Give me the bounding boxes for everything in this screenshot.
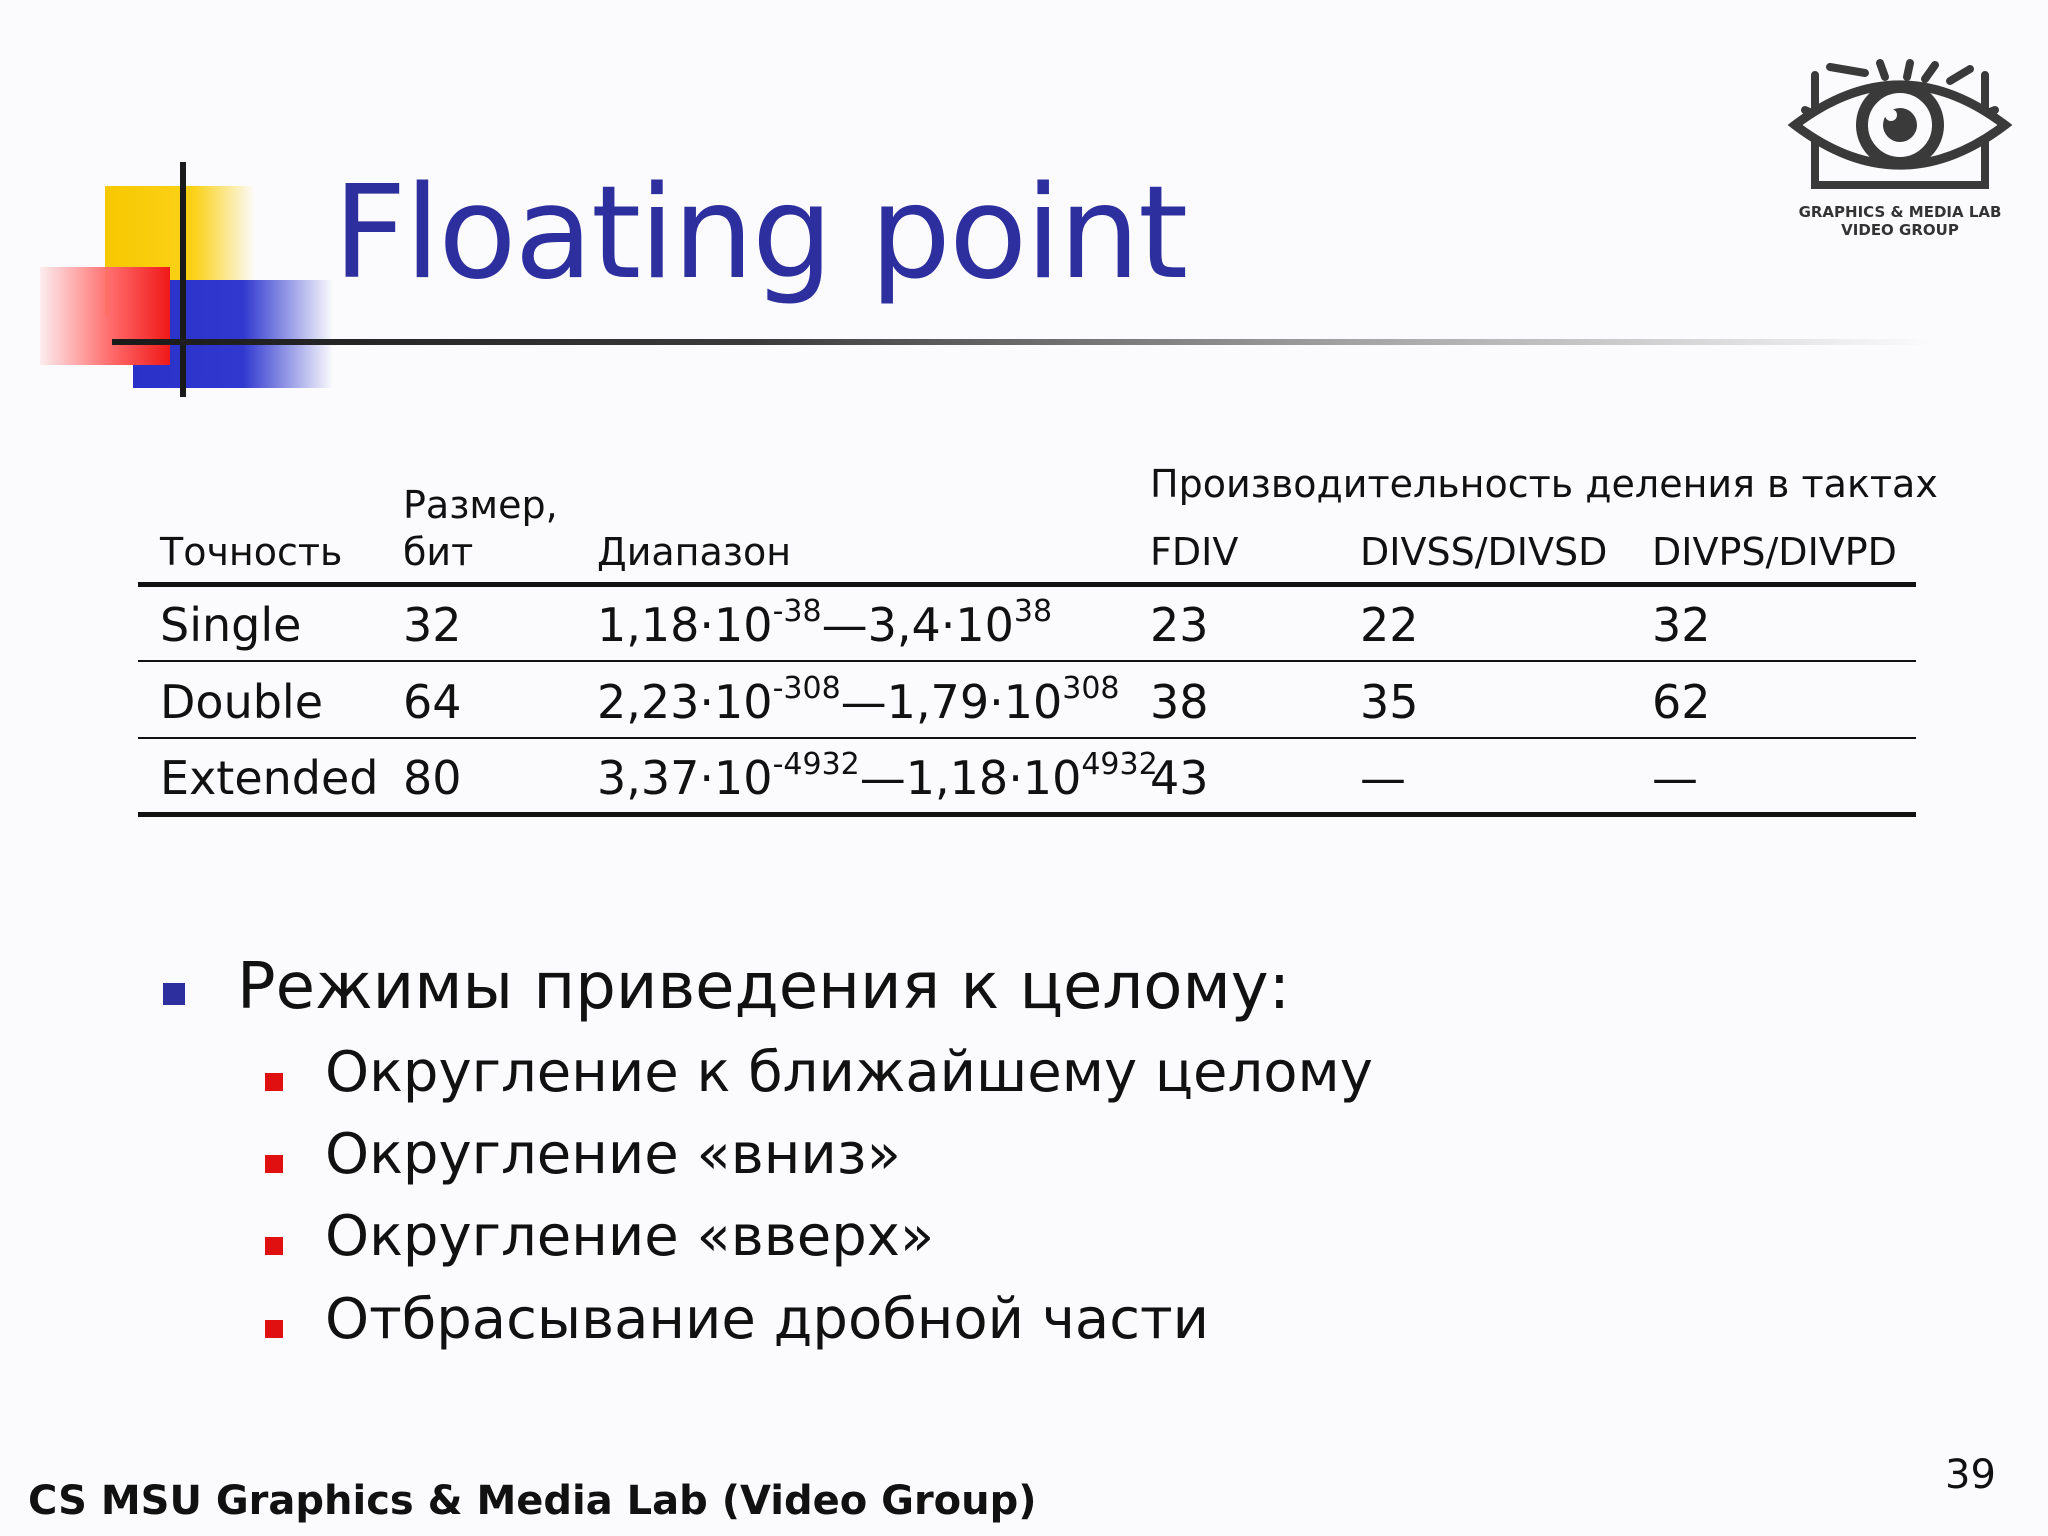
precision-header: Точность <box>160 530 343 574</box>
decorative-squares <box>30 150 330 410</box>
table-bottom-rule <box>138 812 1916 817</box>
vertical-rule <box>180 162 186 397</box>
range-lo-exponent: -308 <box>772 671 841 706</box>
bullet-square-red <box>265 1155 283 1173</box>
range-lo-mantissa: 2,23·10 <box>597 675 773 729</box>
perf-group-header: Производительность деления в тактах <box>1150 462 1938 506</box>
logo-line2: VIDEO GROUP <box>1841 221 1959 239</box>
row-divider <box>138 737 1916 739</box>
sub-bullet: Округление «вверх» <box>325 1204 935 1269</box>
sub-bullet: Отбрасывание дробной части <box>325 1287 1210 1352</box>
cell-size: 80 <box>403 751 462 805</box>
divss-header: DIVSS/DIVSD <box>1360 530 1608 574</box>
bullet-square-red <box>265 1073 283 1091</box>
bullet-square-red <box>265 1237 283 1255</box>
range-hi-mantissa: 3,4·10 <box>867 598 1014 652</box>
cell-divss: 35 <box>1360 675 1419 729</box>
table-header-rule <box>138 582 1916 587</box>
cell-range <box>597 747 1158 805</box>
range-lo-mantissa: 3,37·10 <box>597 751 773 805</box>
divps-header: DIVPS/DIVPD <box>1652 530 1897 574</box>
eye-icon <box>1785 55 2015 205</box>
range-hi-exponent: 38 <box>1013 594 1053 629</box>
logo-line1: GRAPHICS & MEDIA LAB <box>1798 203 2002 221</box>
cell-divps: 32 <box>1652 598 1711 652</box>
sub-bullet: Округление к ближайшему целому <box>325 1040 1373 1105</box>
range-separator: — <box>859 751 906 805</box>
cell-divss: 22 <box>1360 598 1419 652</box>
range-hi-exponent: 308 <box>1062 671 1120 706</box>
range-lo-exponent: -4932 <box>772 747 860 782</box>
range-separator: — <box>840 675 887 729</box>
red-square <box>40 267 170 365</box>
cell-fdiv: 38 <box>1150 675 1209 729</box>
range-lo-exponent: -38 <box>772 594 822 629</box>
sub-bullet: Округление «вниз» <box>325 1122 901 1187</box>
cell-precision: Extended <box>160 751 379 805</box>
cell-divps: 62 <box>1652 675 1711 729</box>
range-lo-mantissa: 1,18·10 <box>597 598 773 652</box>
cell-size: 32 <box>403 598 462 652</box>
title-underline <box>112 339 1932 345</box>
cell-size: 64 <box>403 675 462 729</box>
cell-fdiv: 23 <box>1150 598 1209 652</box>
size-header-line1: Размер, <box>403 483 558 527</box>
fdiv-header: FDIV <box>1150 530 1239 574</box>
bullet-square-red <box>265 1320 283 1338</box>
page-number: 39 <box>1945 1452 1996 1498</box>
cell-range <box>597 594 1053 652</box>
range-header: Диапазон <box>597 530 792 574</box>
range-hi-mantissa: 1,79·10 <box>886 675 1063 729</box>
row-divider <box>138 660 1916 662</box>
slide-title: Floating point <box>333 159 1187 308</box>
range-hi-exponent: 4932 <box>1081 747 1158 782</box>
cell-divss: — <box>1360 751 1406 805</box>
cell-divps: — <box>1652 751 1698 805</box>
lab-logo <box>1785 55 2015 250</box>
range-hi-mantissa: 1,18·10 <box>905 751 1082 805</box>
cell-precision: Double <box>160 675 323 729</box>
cell-range <box>597 671 1120 729</box>
cell-precision: Single <box>160 598 302 652</box>
size-header-line2: бит <box>403 530 474 574</box>
bullet-main: Режимы приведения к целому: <box>237 950 1291 1024</box>
cell-fdiv: 43 <box>1150 751 1209 805</box>
range-separator: — <box>821 598 868 652</box>
footer-text: CS MSU Graphics & Media Lab (Video Group) <box>28 1478 1037 1524</box>
bullet-square-blue <box>163 983 185 1005</box>
